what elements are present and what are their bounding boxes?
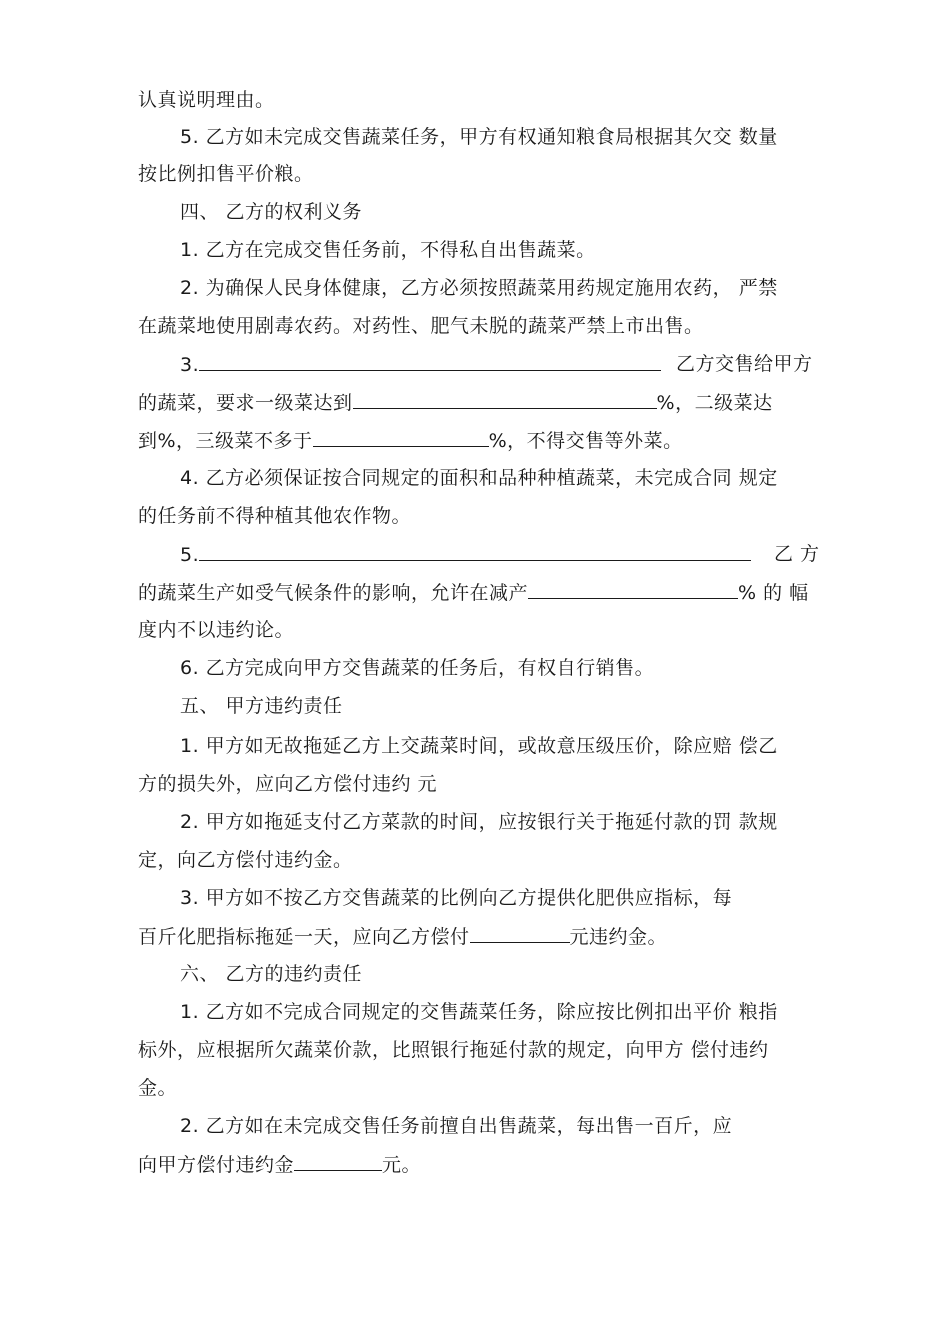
text-segment: %，二级菜达 [656, 392, 773, 414]
text-segment: 的蔬菜，要求一级菜达到 [138, 392, 353, 414]
text-line: 标外，应根据所欠蔬菜价款，比照银行拖延付款的规定，向甲方 偿付违约 [138, 1039, 769, 1061]
section-heading: 五、 甲方违约责任 [180, 695, 343, 717]
text-segment: 元。 [382, 1154, 422, 1176]
text-line: 2. 甲方如拖延支付乙方菜款的时间，应按银行关于拖延付款的罚 款规 [180, 811, 778, 833]
fill-blank[interactable] [294, 1152, 382, 1171]
text-line: 的任务前不得种植其他农作物。 [138, 505, 412, 527]
text-segment: 百斤化肥指标拖延一天，应向乙方偿付 [138, 926, 470, 948]
text-line: 金。 [138, 1077, 178, 1099]
text-line: 在蔬菜地使用剧毒农药。对药性、肥气未脱的蔬菜严禁上市出售。 [138, 315, 704, 337]
text-line: 2. 为确保人民身体健康，乙方必须按照蔬菜用药规定施用农药， 严禁 [180, 277, 778, 299]
text-line [138, 924, 667, 949]
text-segment: 元违约金。 [569, 926, 668, 948]
fill-blank[interactable] [528, 580, 738, 599]
text-line: 乙 方 [774, 543, 820, 565]
text-line: 乙方交售给甲方 [676, 353, 813, 375]
text-line: 定，向乙方偿付违约金。 [138, 849, 353, 871]
text-segment: % 的 幅 [738, 582, 809, 604]
section-heading: 六、 乙方的违约责任 [180, 963, 363, 985]
text-line [138, 580, 809, 605]
text-line [138, 1152, 421, 1177]
text-line: 4. 乙方必须保证按合同规定的面积和品种种植蔬菜，未完成合同 规定 [180, 467, 778, 489]
text-line: 1. 乙方在完成交售任务前，不得私自出售蔬菜。 [180, 239, 596, 261]
text-segment: 的蔬菜生产如受气候条件的影响，允许在减产 [138, 582, 529, 604]
text-segment: 向甲方偿付违约金 [138, 1154, 295, 1176]
text-line: 方的损失外，应向乙方偿付违约 元 [138, 773, 438, 795]
text-line: 6. 乙方完成向甲方交售蔬菜的任务后，有权自行销售。 [180, 657, 655, 679]
text-line: 按比例扣售平价粮。 [138, 163, 314, 185]
text-line [180, 352, 661, 377]
fill-blank[interactable] [199, 542, 751, 561]
item-number: 3. [180, 354, 200, 376]
text-segment: %，不得交售等外菜。 [488, 430, 683, 452]
text-line [138, 390, 773, 415]
text-line: 3. 甲方如不按乙方交售蔬菜的比例向乙方提供化肥供应指标，每 [180, 887, 733, 909]
text-line: 5. 乙方如未完成交售蔬菜任务，甲方有权通知粮食局根据其欠交 数量 [180, 126, 778, 148]
fill-blank[interactable] [199, 352, 661, 371]
text-line [180, 542, 751, 567]
text-line: 1. 乙方如不完成合同规定的交售蔬菜任务，除应按比例扣出平价 粮指 [180, 1001, 778, 1023]
text-line: 认真说明理由。 [138, 89, 275, 111]
text-line: 1. 甲方如无故拖延乙方上交蔬菜时间，或故意压级压价，除应赔 偿乙 [180, 735, 778, 757]
fill-blank[interactable] [313, 428, 489, 447]
item-number: 5. [180, 544, 200, 566]
text-line: 2. 乙方如在未完成交售任务前擅自出售蔬菜，每出售一百斤，应 [180, 1115, 733, 1137]
fill-blank[interactable] [353, 390, 657, 409]
text-segment: 到%，三级菜不多于 [138, 430, 313, 452]
fill-blank[interactable] [470, 924, 570, 943]
text-line: 度内不以违约论。 [138, 619, 295, 641]
section-heading: 四、 乙方的权利义务 [180, 201, 363, 223]
text-line [138, 428, 683, 453]
